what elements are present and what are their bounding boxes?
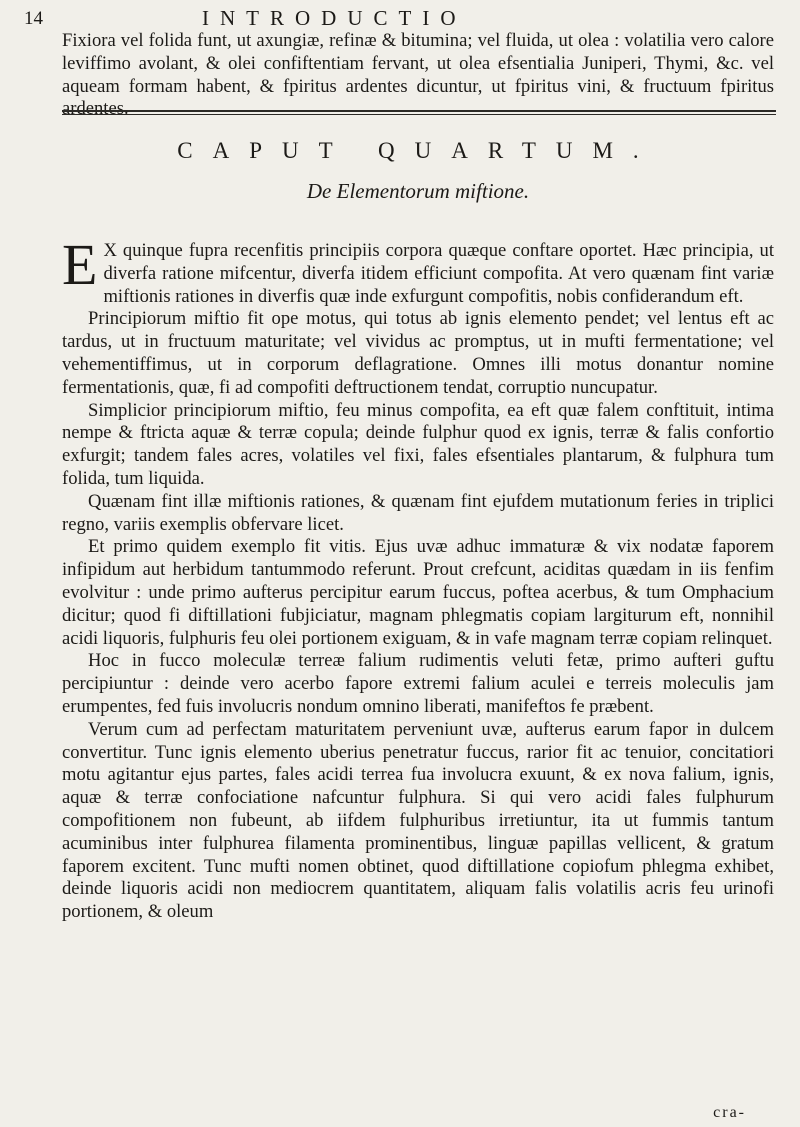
paragraph-5: Et primo quidem exemplo fit vitis. Ejus uvæ adhuc immaturæ & vix nodatæ faporem infipidum aut herbidum tantummodo referunt. Prout crefcunt, aciditas quædam in iis fenfim evolvitur : unde primo aufterus percipitur earum fuccus, poftea acerbus, & tum Omphacium dicitur; quod fi diftillationi fubjiciatur, magnam phlegmatis copiam largiturum eft, nonnihil acidi liquoris, fulphuris feu olei portionem exiguam, & in vafe magnam terræ copiam relinquet.	[62, 536, 774, 649]
page-number: 14	[24, 8, 43, 29]
drop-capital: E	[62, 232, 98, 297]
chapter-subtitle: De Elementorum miftione.	[306, 179, 530, 203]
paragraph-6: Hoc in fucco moleculæ terreæ falium rudimentis veluti fetæ, primo aufteri guftu percipiuntur : deinde vero acerbo fapore extremi falium aculei e terreis moleculis jam erumpentes, fed fuis involucris nondum omnino liberati, manifeftos fe præbent.	[62, 650, 774, 717]
running-head: INTRODUCTIO	[202, 6, 467, 30]
chapter-body	[62, 232, 774, 924]
paragraph-3: Simplicior principiorum miftio, feu minus compofita, ea eft quæ falem conftituit, intima nempe & ftricta aquæ & terræ copula; deinde fulphur quod ex ignis, terræ & falis confortio exfurgit; tandem fales acres, volatiles vel fixi, fales efsentiales plantarum, & fulphura tum folida, tum liquida.	[62, 399, 774, 489]
paragraph-1-text: X quinque fupra recenfitis principiis corpora quæque conftare oportet. Hæc principia, ut diverfa ratione mifcentur, diverfa itidem efficiunt compofita. At vero quænam fint variæ miftionis rationes in diverfis quæ inde exfurgunt compofitis, nobis confiderandum eft.	[103, 240, 774, 307]
paragraph-1	[62, 232, 774, 308]
section-divider	[62, 110, 776, 112]
chapter-title: CAPUT QUARTUM.	[177, 138, 659, 163]
intro-text-block	[62, 30, 774, 121]
catchword: cra-	[713, 1104, 746, 1121]
paragraph-2: Principiorum miftio fit ope motus, qui totus ab ignis elemento pendet; vel lentus eft ac tardus, ut in fructuum maturitate; vel vividus ac promptus, ut in mufti fermentatione; vel vehementiffimus, ut in corporum deflagratione. Omnes illi motus donantur nomine fermentationis, quæ, fi ad compofiti deftructionem tendat, corruptio nuncupatur.	[62, 308, 774, 398]
intro-paragraph: Fixiora vel folida funt, ut axungiæ, refinæ & bitumina; vel fluida, ut olea : volatilia vero calore leviffimo avolant, & olei confiftentiam fervant, ut olea efsentialia Juniperi, Thymi, &c. vel aqueam formam habent, & fpiritus ardentes dicuntur, ut fpiritus vini, & fructuum fpiritus ardentes.	[62, 30, 774, 120]
paragraph-7: Verum cum ad perfectam maturitatem perveniunt uvæ, aufterus earum fapor in dulcem convertitur. Tunc ignis elemento uberius penetratur fuccus, rarior fit ac tenuior, concitatiori motu agitantur ejus partes, fales acidi terrea fua involucra exuunt, & ex nova falium, ignis, aquæ & terræ confociatione nafcuntur fulphura. Si qui vero acidi fales fulphurum compofitionem non fubeunt, ab iifdem fulphuribus irretiuntur, ita ut fummis tantum acuminibus inter fulphurea filamenta prominentibus, linguæ papillas vellicent, & gratum faporem excitent. Tunc mufti nomen obtinet, quod diftillatione copiofum phlegma exhibet, deinde liquoris acidi non mediocrem quantitatem, aliquam falis volatilis acris feu urinofi portionem, & oleum	[62, 718, 774, 923]
paragraph-4: Quænam fint illæ miftionis rationes, & quænam fint ejufdem mutationum feries in triplici regno, variis exemplis obfervare licet.	[62, 490, 774, 535]
page-header	[24, 6, 776, 32]
